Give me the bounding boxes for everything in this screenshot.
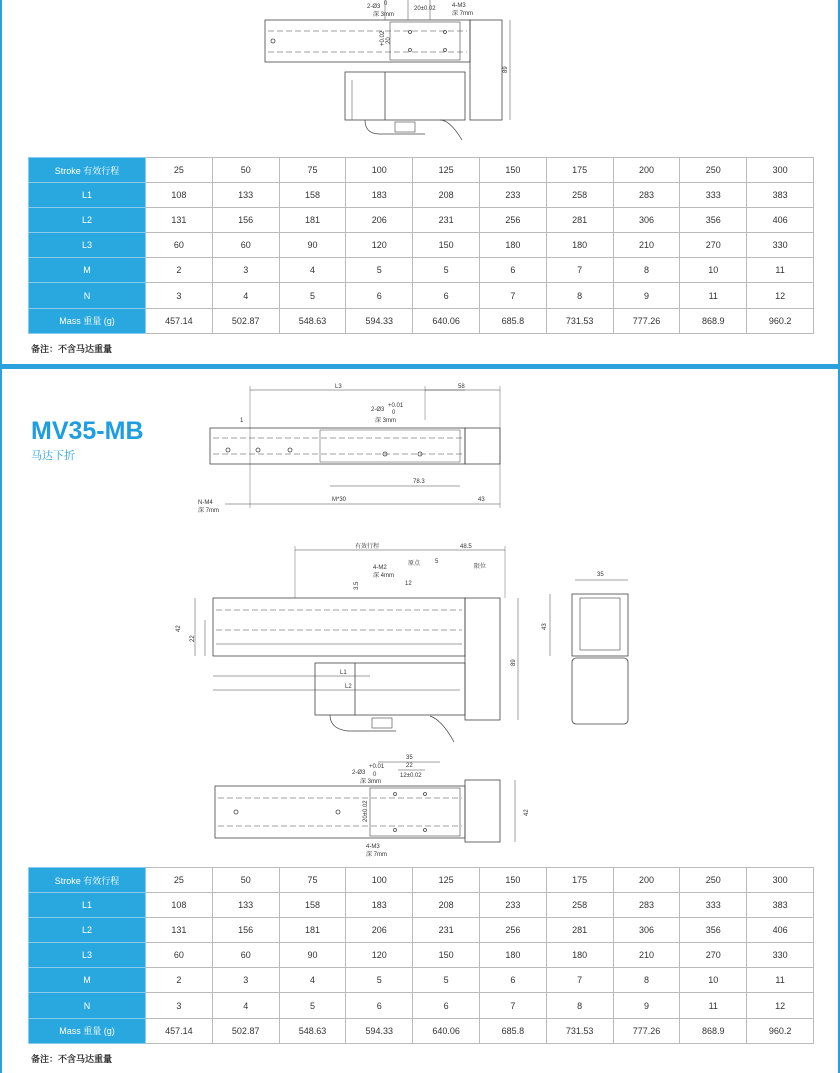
table-cell: 283 xyxy=(613,893,680,918)
table-row xyxy=(29,893,814,918)
bottom-tol-plus: +0.01 xyxy=(369,764,385,770)
m2-spec: 4-M2 xyxy=(373,565,387,571)
table-cell: 131 xyxy=(146,918,213,943)
table-cell: 960.2 xyxy=(747,1018,814,1043)
table-cell: 210 xyxy=(613,233,680,258)
table-cell: 180 xyxy=(479,233,546,258)
table-row xyxy=(29,868,814,893)
table-cell: 12 xyxy=(747,283,814,308)
table-cell: 548.63 xyxy=(279,1018,346,1043)
table-cell: 206 xyxy=(346,918,413,943)
table-cell: 868.9 xyxy=(680,1018,747,1043)
dim-78-3: 78.3 xyxy=(413,479,425,485)
table-cell: 6 xyxy=(346,993,413,1018)
table-cell: 131 xyxy=(146,208,213,233)
hole-spec: 2-Ø3 xyxy=(371,407,385,413)
table-cell: 156 xyxy=(212,208,279,233)
table-cell: 6 xyxy=(346,283,413,308)
table-cell: 156 xyxy=(212,918,279,943)
top-technical-drawing xyxy=(0,0,840,150)
width-tol-label: +0.02 xyxy=(380,30,386,46)
table-cell: 2 xyxy=(146,968,213,993)
table-cell: 7 xyxy=(546,968,613,993)
table-cell: 4 xyxy=(212,993,279,1018)
model-title: MV35-MB xyxy=(31,417,144,445)
table-cell: 594.33 xyxy=(346,308,413,333)
table-cell: 75 xyxy=(279,868,346,893)
table-cell: 457.14 xyxy=(146,1018,213,1043)
table-cell: 231 xyxy=(413,208,480,233)
dim-22: 22 xyxy=(190,635,196,642)
table-cell: 5 xyxy=(346,968,413,993)
table-cell: 330 xyxy=(747,233,814,258)
bottom-tol-zero: 0 xyxy=(373,772,377,778)
origin-label: 原点 xyxy=(408,561,421,567)
table-cell: 150 xyxy=(413,943,480,968)
table-cell: 133 xyxy=(212,183,279,208)
table-row xyxy=(29,993,814,1018)
table-cell: 502.87 xyxy=(212,1018,279,1043)
dim-48-5: 48.5 xyxy=(460,544,472,550)
bottom-dim-22: 22 xyxy=(406,763,413,769)
table-cell: 10 xyxy=(680,258,747,283)
table-cell: 120 xyxy=(346,943,413,968)
dim-12: 12 xyxy=(405,581,412,587)
table-cell: 457.14 xyxy=(146,308,213,333)
table-cell: 256 xyxy=(479,918,546,943)
table-cell: 108 xyxy=(146,183,213,208)
spec-table-2 xyxy=(28,867,814,1044)
row-header: L2 xyxy=(29,208,146,233)
table-cell: 6 xyxy=(479,258,546,283)
table-cell: 640.06 xyxy=(413,1018,480,1043)
table-cell: 100 xyxy=(346,868,413,893)
table-cell: 8 xyxy=(546,283,613,308)
table-cell: 50 xyxy=(212,158,279,183)
table-cell: 8 xyxy=(546,993,613,1018)
row-header: L1 xyxy=(29,893,146,918)
table-cell: 233 xyxy=(479,893,546,918)
table-row xyxy=(29,208,814,233)
table-cell: 210 xyxy=(613,943,680,968)
table-cell: 7 xyxy=(479,993,546,1018)
table-row xyxy=(29,258,814,283)
top-view-drawing xyxy=(0,378,840,518)
table-cell: 777.26 xyxy=(613,308,680,333)
table-cell: 258 xyxy=(546,893,613,918)
table-row xyxy=(29,968,814,993)
table-cell: 175 xyxy=(546,158,613,183)
row-header: L3 xyxy=(29,233,146,258)
hole-tol-zero: 0 xyxy=(392,410,396,416)
dim-43: 43 xyxy=(478,497,485,503)
table-cell: 158 xyxy=(279,893,346,918)
dim-3-5: 3.5 xyxy=(354,581,360,590)
row-header: Mass 重量 (g) xyxy=(29,308,146,333)
table-cell: 60 xyxy=(212,233,279,258)
table-cell: 270 xyxy=(680,943,747,968)
hole-depth-label: 深 3mm xyxy=(373,12,395,18)
table-cell: 11 xyxy=(680,283,747,308)
table-cell: 60 xyxy=(146,943,213,968)
table-cell: 206 xyxy=(346,208,413,233)
dim-58: 58 xyxy=(458,384,465,390)
table-cell: 250 xyxy=(680,158,747,183)
table-row xyxy=(29,918,814,943)
table-cell: 5 xyxy=(413,258,480,283)
table-cell: 100 xyxy=(346,158,413,183)
table-row xyxy=(29,183,814,208)
table-cell: 3 xyxy=(146,283,213,308)
table-cell: 208 xyxy=(413,893,480,918)
table-cell: 383 xyxy=(747,183,814,208)
table-cell: 125 xyxy=(413,158,480,183)
dim-1: 1 xyxy=(240,418,244,424)
row-header: L3 xyxy=(29,943,146,968)
limit-label: 限位 xyxy=(474,564,487,570)
table-cell: 150 xyxy=(479,868,546,893)
table-cell: 258 xyxy=(546,183,613,208)
table-cell: 406 xyxy=(747,918,814,943)
table-cell: 50 xyxy=(212,868,279,893)
dim-89: 89 xyxy=(511,659,517,666)
row-header: M xyxy=(29,968,146,993)
pitch-tol-label: 20±0.02 xyxy=(414,6,436,12)
table-row xyxy=(29,308,814,333)
hole-spec-label: 2-Ø3 xyxy=(367,4,381,10)
table-cell: 4 xyxy=(212,283,279,308)
bottom-dim-35: 35 xyxy=(406,755,413,761)
table-cell: 125 xyxy=(413,868,480,893)
bottom-m3-depth: 深 7mm xyxy=(366,852,388,858)
table-cell: 356 xyxy=(680,918,747,943)
table-cell: 330 xyxy=(747,943,814,968)
dim-L1: L1 xyxy=(340,670,347,676)
table-cell: 356 xyxy=(680,208,747,233)
table-cell: 256 xyxy=(479,208,546,233)
m30-label: M*30 xyxy=(332,497,347,503)
table-cell: 180 xyxy=(479,943,546,968)
height-89-label: 89 xyxy=(503,66,509,73)
table-cell: 158 xyxy=(279,183,346,208)
end-dim-43: 43 xyxy=(542,623,548,630)
table-cell: 10 xyxy=(680,968,747,993)
table-cell: 6 xyxy=(479,968,546,993)
table-cell: 183 xyxy=(346,893,413,918)
table-cell: 8 xyxy=(613,968,680,993)
table-cell: 120 xyxy=(346,233,413,258)
table-cell: 75 xyxy=(279,158,346,183)
table-cell: 133 xyxy=(212,893,279,918)
table-cell: 306 xyxy=(613,918,680,943)
row-header: Stroke 有效行程 xyxy=(29,158,146,183)
row-header: M xyxy=(29,258,146,283)
table-cell: 3 xyxy=(212,968,279,993)
bottom-pitch: 12±0.02 xyxy=(400,773,422,779)
table-cell: 281 xyxy=(546,918,613,943)
section-divider xyxy=(0,364,840,369)
table-cell: 300 xyxy=(747,868,814,893)
table-cell: 4 xyxy=(279,258,346,283)
row-header: Stroke 有效行程 xyxy=(29,868,146,893)
table-cell: 7 xyxy=(546,258,613,283)
table-cell: 12 xyxy=(747,993,814,1018)
table-row xyxy=(29,233,814,258)
table-cell: 406 xyxy=(747,208,814,233)
table-cell: 180 xyxy=(546,943,613,968)
table-cell: 6 xyxy=(413,283,480,308)
table-cell: 11 xyxy=(680,993,747,1018)
table-cell: 594.33 xyxy=(346,1018,413,1043)
stroke-label: 有效行程 xyxy=(355,544,380,550)
table-cell: 333 xyxy=(680,893,747,918)
table-cell: 25 xyxy=(146,868,213,893)
table-row xyxy=(29,158,814,183)
table-cell: 5 xyxy=(413,968,480,993)
table-cell: 3 xyxy=(146,993,213,1018)
table-note: 备注：不含马达重量 xyxy=(31,344,113,354)
table-cell: 4 xyxy=(279,968,346,993)
n-m4-depth: 深 7mm xyxy=(198,508,220,514)
table-cell: 181 xyxy=(279,208,346,233)
row-header: L2 xyxy=(29,918,146,943)
table-cell: 208 xyxy=(413,183,480,208)
dim-L2: L2 xyxy=(345,684,352,690)
hole-tol-plus: +0.01 xyxy=(388,403,404,409)
table-cell: 640.06 xyxy=(413,308,480,333)
table-cell: 183 xyxy=(346,183,413,208)
table-cell: 777.26 xyxy=(613,1018,680,1043)
bottom-m3-spec: 4-M3 xyxy=(366,844,380,850)
screw-depth-label: 深 7mm xyxy=(452,11,474,17)
row-header: N xyxy=(29,283,146,308)
table-cell: 685.8 xyxy=(479,1018,546,1043)
table-cell: 231 xyxy=(413,918,480,943)
table-cell: 200 xyxy=(613,158,680,183)
table-cell: 270 xyxy=(680,233,747,258)
table-cell: 90 xyxy=(279,233,346,258)
end-dim-35: 35 xyxy=(597,572,604,578)
table-cell: 250 xyxy=(680,868,747,893)
hole-tol-label: 0 xyxy=(384,1,388,7)
left-accent-border xyxy=(0,0,2,1073)
dim-42: 42 xyxy=(176,625,182,632)
table-cell: 306 xyxy=(613,208,680,233)
dim-L3: L3 xyxy=(335,384,342,390)
table-note: 备注：不含马达重量 xyxy=(31,1054,113,1064)
screw-spec-label: 4-M3 xyxy=(452,3,466,9)
table-row xyxy=(29,943,814,968)
table-cell: 60 xyxy=(212,943,279,968)
table-cell: 868.9 xyxy=(680,308,747,333)
table-cell: 281 xyxy=(546,208,613,233)
table-cell: 150 xyxy=(479,158,546,183)
table-cell: 5 xyxy=(279,283,346,308)
table-cell: 685.8 xyxy=(479,308,546,333)
bottom-dim-20: 20±0.02 xyxy=(363,800,369,822)
table-cell: 180 xyxy=(546,233,613,258)
table-cell: 200 xyxy=(613,868,680,893)
table-row xyxy=(29,283,814,308)
table-cell: 233 xyxy=(479,183,546,208)
table-row xyxy=(29,1018,814,1043)
table-cell: 383 xyxy=(747,893,814,918)
table-cell: 181 xyxy=(279,918,346,943)
row-header: Mass 重量 (g) xyxy=(29,1018,146,1043)
table-cell: 7 xyxy=(479,283,546,308)
table-cell: 2 xyxy=(146,258,213,283)
table-cell: 960.2 xyxy=(747,308,814,333)
table-cell: 11 xyxy=(747,258,814,283)
bottom-view-drawing xyxy=(0,750,840,860)
table-cell: 548.63 xyxy=(279,308,346,333)
side-view-drawing xyxy=(0,538,840,748)
table-cell: 108 xyxy=(146,893,213,918)
table-cell: 5 xyxy=(346,258,413,283)
table-cell: 150 xyxy=(413,233,480,258)
table-cell: 3 xyxy=(212,258,279,283)
spec-table-1 xyxy=(28,157,814,334)
table-cell: 60 xyxy=(146,233,213,258)
table-cell: 9 xyxy=(613,993,680,1018)
table-cell: 333 xyxy=(680,183,747,208)
dim-5: 5 xyxy=(435,559,439,565)
table-cell: 5 xyxy=(279,993,346,1018)
row-header: N xyxy=(29,993,146,1018)
table-cell: 502.87 xyxy=(212,308,279,333)
table-cell: 731.53 xyxy=(546,1018,613,1043)
m2-depth: 深 4mm xyxy=(373,573,395,579)
table-cell: 11 xyxy=(747,968,814,993)
n-m4-label: N-M4 xyxy=(198,500,213,506)
table-cell: 175 xyxy=(546,868,613,893)
model-subtitle: 马达下折 xyxy=(31,450,75,462)
table-cell: 9 xyxy=(613,283,680,308)
bottom-dim-42: 42 xyxy=(524,809,530,816)
hole-depth: 深 3mm xyxy=(375,418,397,424)
table-cell: 8 xyxy=(613,258,680,283)
bottom-hole-depth: 深 3mm xyxy=(360,779,382,785)
bottom-hole-spec: 2-Ø3 xyxy=(352,770,366,776)
width-20-label: 20 xyxy=(386,37,392,44)
table-cell: 6 xyxy=(413,993,480,1018)
table-cell: 283 xyxy=(613,183,680,208)
table-cell: 731.53 xyxy=(546,308,613,333)
table-cell: 25 xyxy=(146,158,213,183)
table-cell: 300 xyxy=(747,158,814,183)
table-cell: 90 xyxy=(279,943,346,968)
row-header: L1 xyxy=(29,183,146,208)
